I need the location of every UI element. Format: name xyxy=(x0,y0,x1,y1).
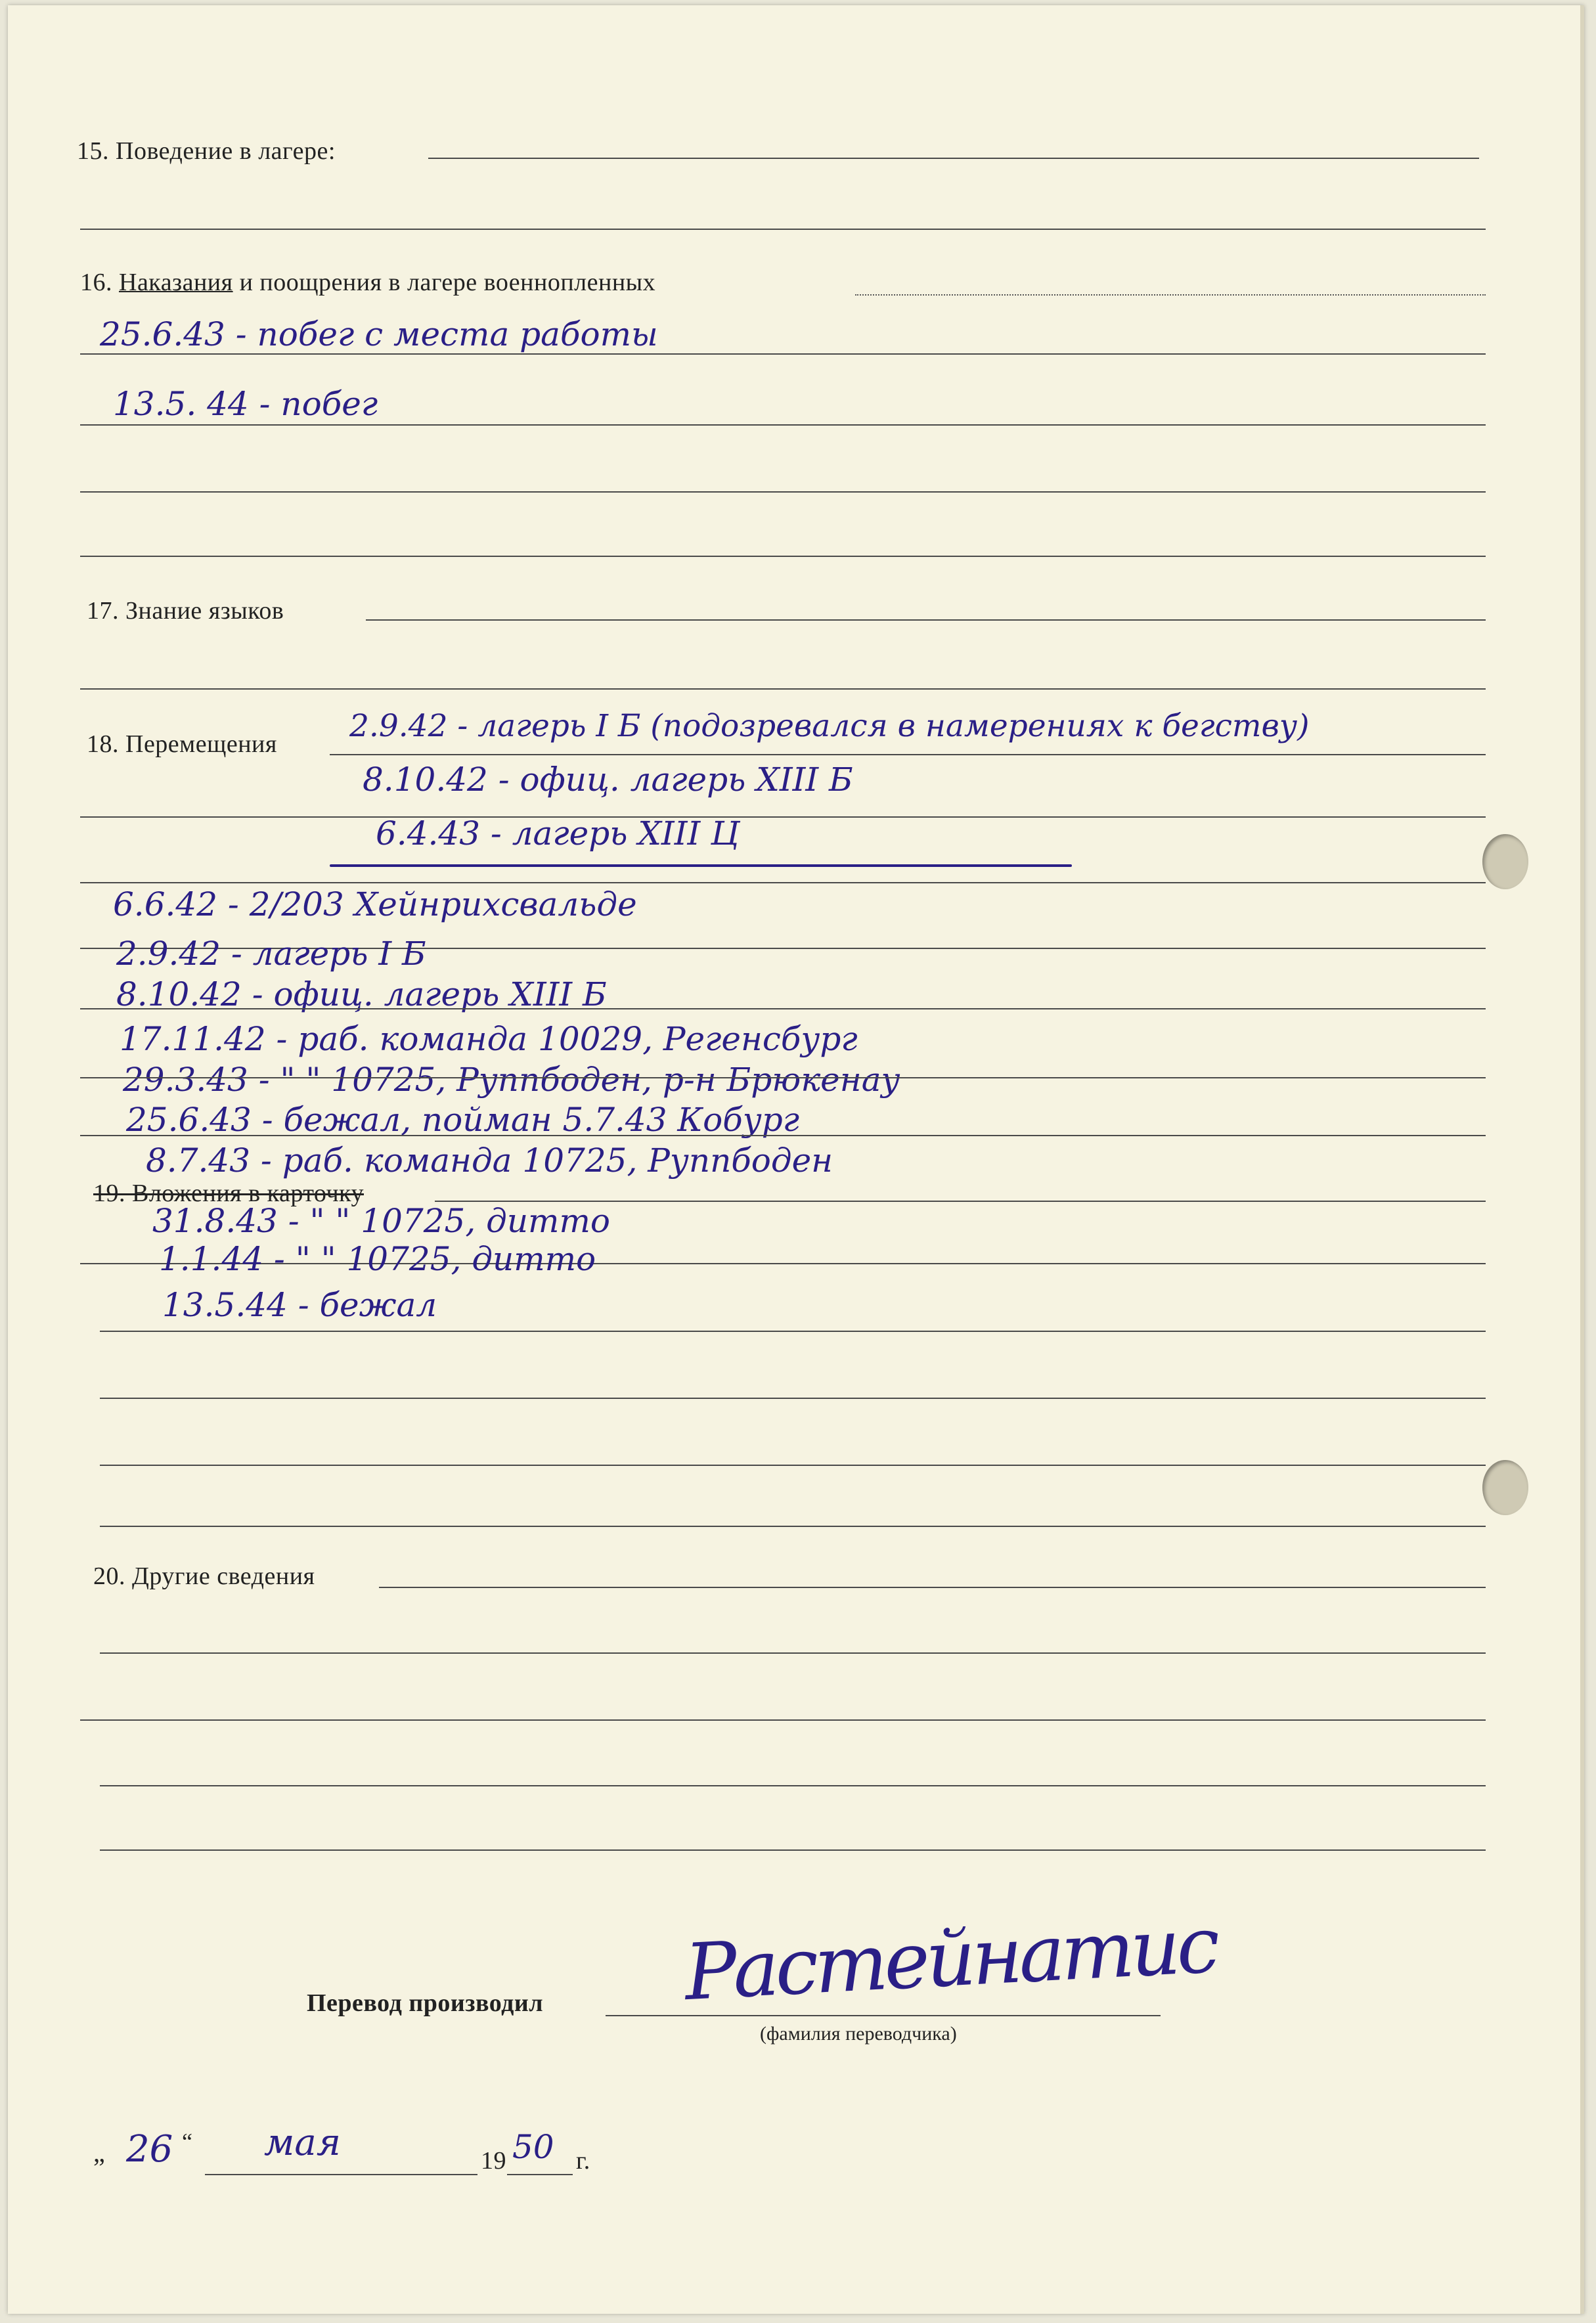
handwritten-list-entry: 25.6.43 - бежал, пойман 5.7.43 Кобург xyxy=(126,1101,800,1139)
field-line[interactable] xyxy=(100,1331,1486,1332)
handwritten-entry: 13.5. 44 - побег xyxy=(113,385,378,423)
field-line-transfers[interactable] xyxy=(330,754,1486,755)
field-label-attachments: 19. Вложения в карточку xyxy=(93,1180,364,1207)
handwritten-entry: 2.9.42 - лагерь I Б (подозревался в намерениях к бегству) xyxy=(349,708,1310,744)
field-line[interactable] xyxy=(80,882,1486,883)
date-year-prefix: 19 xyxy=(481,2147,506,2175)
date-open-quote: „ xyxy=(93,2138,105,2167)
handwritten-entry: 6.4.43 - лагерь XIII Ц xyxy=(376,814,740,852)
field-line-languages[interactable] xyxy=(366,619,1486,621)
field-line[interactable] xyxy=(100,1398,1486,1399)
field-line[interactable] xyxy=(80,491,1486,493)
field-line[interactable] xyxy=(80,556,1486,557)
field-line[interactable] xyxy=(100,1652,1486,1654)
date-month: мая xyxy=(264,2121,341,2164)
label-rest: и поощрения в лагере военнопленных xyxy=(239,269,656,296)
field-label-behavior: 15. Поведение в лагере: xyxy=(77,137,336,165)
date-year-line[interactable] xyxy=(507,2174,573,2175)
field-line[interactable] xyxy=(80,1719,1486,1721)
translator-signature: Растейнатис xyxy=(682,1899,1218,2018)
date-day: 26 xyxy=(126,2128,173,2171)
field-line-behavior-2[interactable] xyxy=(80,229,1486,230)
underlined-word: Наказания xyxy=(119,269,233,296)
punch-hole-upper xyxy=(1482,834,1528,889)
handwritten-list-entry: 6.6.42 - 2/203 Хейнрихсвальде xyxy=(113,885,637,923)
field-line[interactable] xyxy=(100,1849,1486,1851)
punch-hole-lower xyxy=(1482,1460,1528,1515)
date-month-line[interactable] xyxy=(205,2174,477,2175)
document-sheet xyxy=(8,5,1584,2314)
field-line[interactable] xyxy=(80,1008,1486,1009)
handwritten-list-entry: 31.8.43 - " " 10725, дитто xyxy=(152,1202,610,1240)
paper-edge xyxy=(1580,5,1584,2314)
date-year-suffix: 50 xyxy=(512,2128,554,2166)
handwritten-list-entry: 1.1.44 - " " 10725, дитто xyxy=(159,1240,596,1278)
field-line[interactable] xyxy=(80,816,1486,818)
handwritten-entry: 25.6.43 - побег с места работы xyxy=(100,315,658,353)
field-line[interactable] xyxy=(80,424,1486,426)
field-label-other-info: 20. Другие сведения xyxy=(93,1562,315,1590)
field-line-punishments[interactable] xyxy=(855,294,1486,296)
field-line-other-info[interactable] xyxy=(379,1587,1486,1588)
handwritten-list-entry: 8.7.43 - раб. команда 10725, Руппбоден xyxy=(146,1141,833,1180)
field-line[interactable] xyxy=(80,1077,1486,1078)
handwritten-list-entry: 8.10.42 - офиц. лагерь XIII Б xyxy=(116,975,607,1013)
field-line-behavior[interactable] xyxy=(428,158,1479,159)
field-line[interactable] xyxy=(100,1465,1486,1466)
field-line[interactable] xyxy=(80,1135,1486,1136)
date-close-quote: “ xyxy=(182,2129,192,2155)
translator-caption: (фамилия переводчика) xyxy=(760,2023,957,2045)
field-label-languages: 17. Знание языков xyxy=(87,597,284,625)
handwritten-list-entry: 29.3.43 - " " 10725, Руппбоден, р-н Брюкенау xyxy=(123,1061,900,1099)
handwritten-list-entry: 2.9.42 - лагерь I Б xyxy=(116,935,426,973)
field-label-punishments xyxy=(80,268,655,297)
handwritten-underline xyxy=(330,864,1072,867)
field-line[interactable] xyxy=(100,1526,1486,1527)
field-label-transfers: 18. Перемещения xyxy=(87,730,277,758)
handwritten-list-entry: 13.5.44 - бежал xyxy=(162,1286,437,1324)
date-year-abbrev: г. xyxy=(576,2147,590,2175)
section-number: 16. xyxy=(80,269,112,296)
handwritten-entry: 8.10.42 - офиц. лагерь XIII Б xyxy=(363,761,853,799)
field-line[interactable] xyxy=(100,1785,1486,1786)
translator-label: Перевод производил xyxy=(307,1989,544,2017)
handwritten-list-entry: 17.11.42 - раб. команда 10029, Регенсбург xyxy=(120,1020,858,1058)
field-line[interactable] xyxy=(80,353,1486,355)
field-line[interactable] xyxy=(80,688,1486,690)
